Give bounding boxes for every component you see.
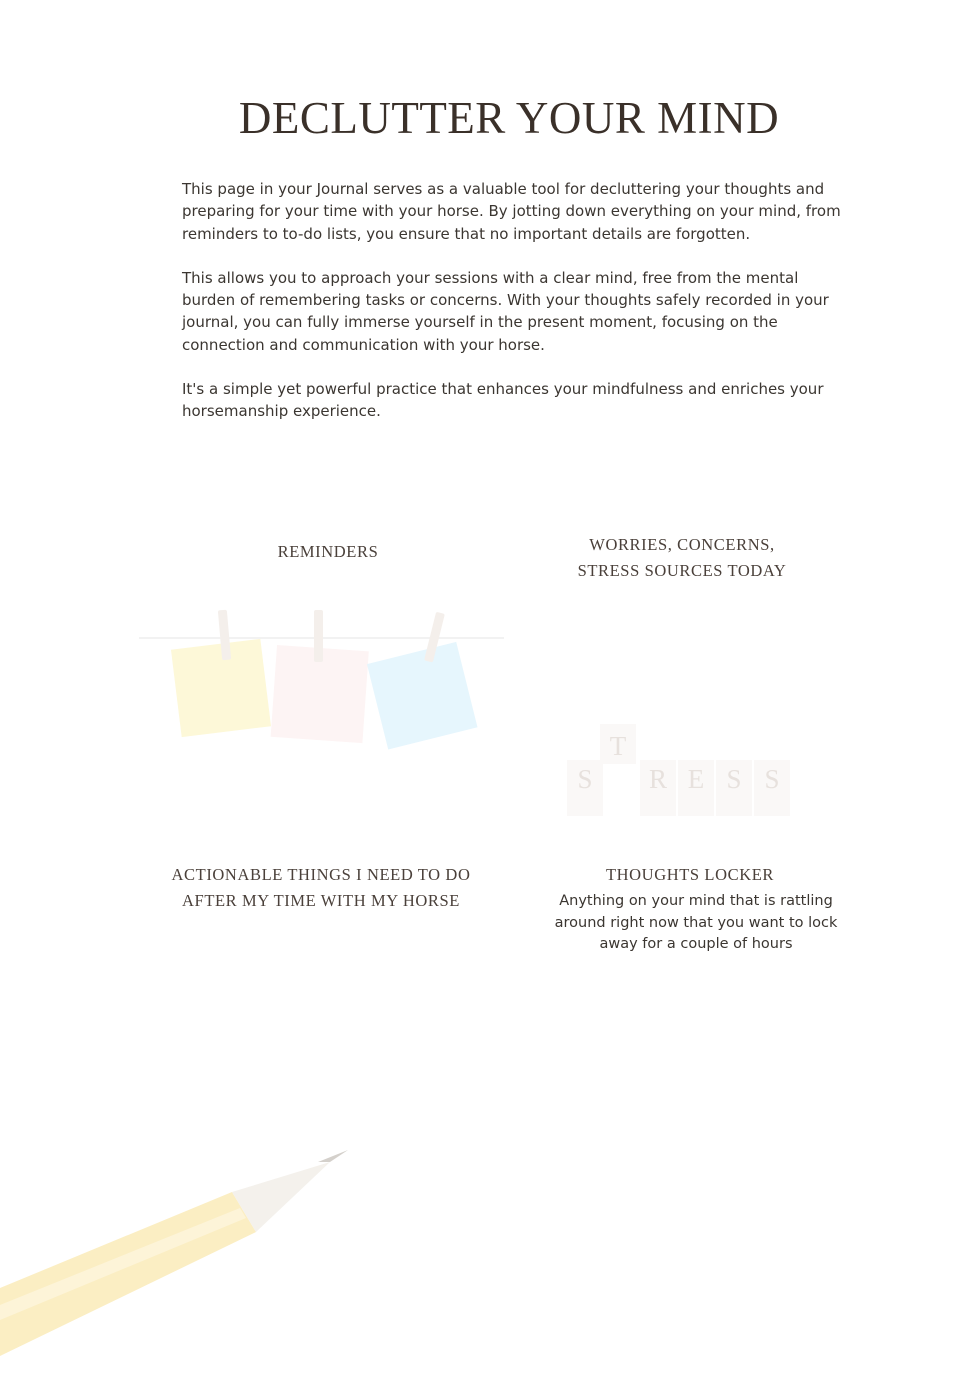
- pencil-lead: [318, 1150, 348, 1162]
- tile-letter: R: [648, 764, 668, 794]
- pencil-highlight: [0, 1208, 246, 1320]
- worries-title-line2: STRESS SOURCES TODAY: [577, 561, 787, 580]
- intro-paragraph: It's a simple yet powerful practice that enhances your mindfulness and enriches your horsemanship experience.: [182, 380, 824, 421]
- actionable-heading: [160, 862, 482, 914]
- intro-paragraph: This page in your Journal serves as a valuable tool for decluttering your thoughts and preparing for your time with your horse. By jotting down everything on your mind, from reminders to to-do lists, you ensure that no important details are forgotten.: [182, 180, 841, 243]
- tile-letter: T: [609, 731, 627, 761]
- pencil-body: [0, 1192, 256, 1356]
- intro-paragraph: This allows you to approach your sessions with a clear mind, free from the mental burden of remembering tasks or concerns. With your thoughts safely recorded in your journal, you can fully immerse yourself in the present moment, focusing on the connection and communication with your horse.: [182, 268, 829, 354]
- reminders-title: REMINDERS: [277, 542, 379, 561]
- tile-letter: S: [764, 764, 780, 794]
- actionable-title-line2: AFTER MY TIME WITH MY HORSE: [182, 891, 460, 910]
- note-yellow: [171, 639, 271, 737]
- page-title: DECLUTTER YOUR MIND: [238, 93, 780, 143]
- clothespin: [314, 610, 323, 662]
- tile-letter: E: [687, 764, 705, 794]
- reminders-heading: [178, 539, 478, 565]
- sticky-notes-illustration: [134, 600, 514, 760]
- thoughts-locker-heading: THOUGHTS LOCKER: [605, 865, 775, 884]
- worries-heading: [530, 532, 834, 584]
- worries-title-line1: WORRIES, CONCERNS,: [589, 535, 775, 554]
- note-blue: [367, 642, 478, 750]
- thoughts-locker-description: Anything on your mind that is rattling around right now that you want to lock away for a couple of hours: [554, 893, 838, 952]
- stress-tiles-illustration: [565, 720, 805, 826]
- tile-letter: S: [577, 764, 593, 794]
- pencil-illustration: [0, 1140, 360, 1395]
- actionable-title-line1: ACTIONABLE THINGS I NEED TO DO: [171, 865, 471, 884]
- intro-text: [182, 178, 842, 445]
- tile-letter: S: [726, 764, 742, 794]
